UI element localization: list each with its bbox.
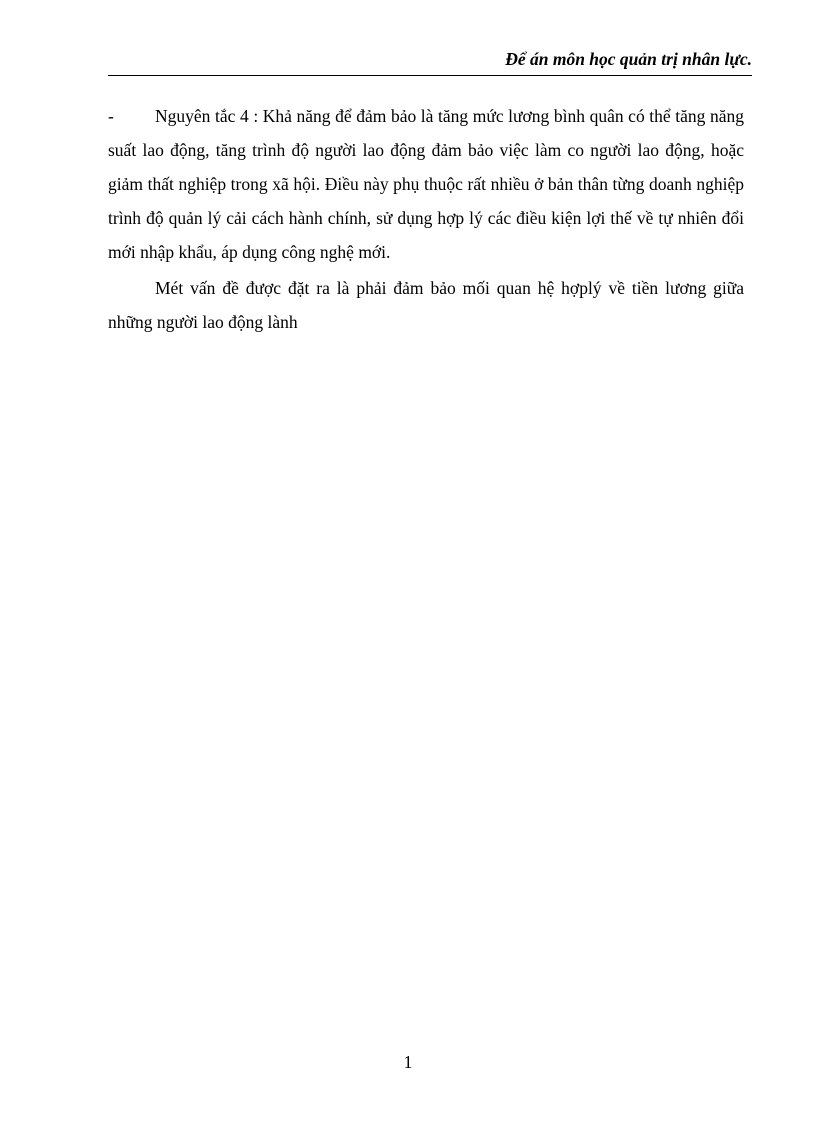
running-header: Để án môn học quản trị nhân lực. (505, 49, 752, 69)
bullet-paragraph (108, 99, 744, 269)
bullet-dash: - (108, 106, 114, 126)
paragraph: Mét vấn đề được đặt ra là phải đảm bảo mối quan hệ hợplý về tiền lương giữa những người lao động lành (108, 278, 744, 332)
body-text (108, 99, 744, 341)
page-number: 1 (403, 1052, 413, 1072)
paragraph-text: Nguyên tắc 4 : Khả năng để đảm bảo là tăng mức lương bình quân có thể tăng năng suất lao động, tăng trình độ người lao động đảm bảo việc làm co người lao động, hoặc giảm thất nghiệp trong xã hội. Điều này phụ thuộc rất nhiều ở bản thân từng doanh nghiệp trình độ quản lý cải cách hành chính, sử dụng hợp lý các điều kiện lợi thế về tự nhiên đổi mới nhập khẩu, áp dụng công nghệ mới. (108, 106, 744, 262)
header-divider (108, 75, 752, 76)
